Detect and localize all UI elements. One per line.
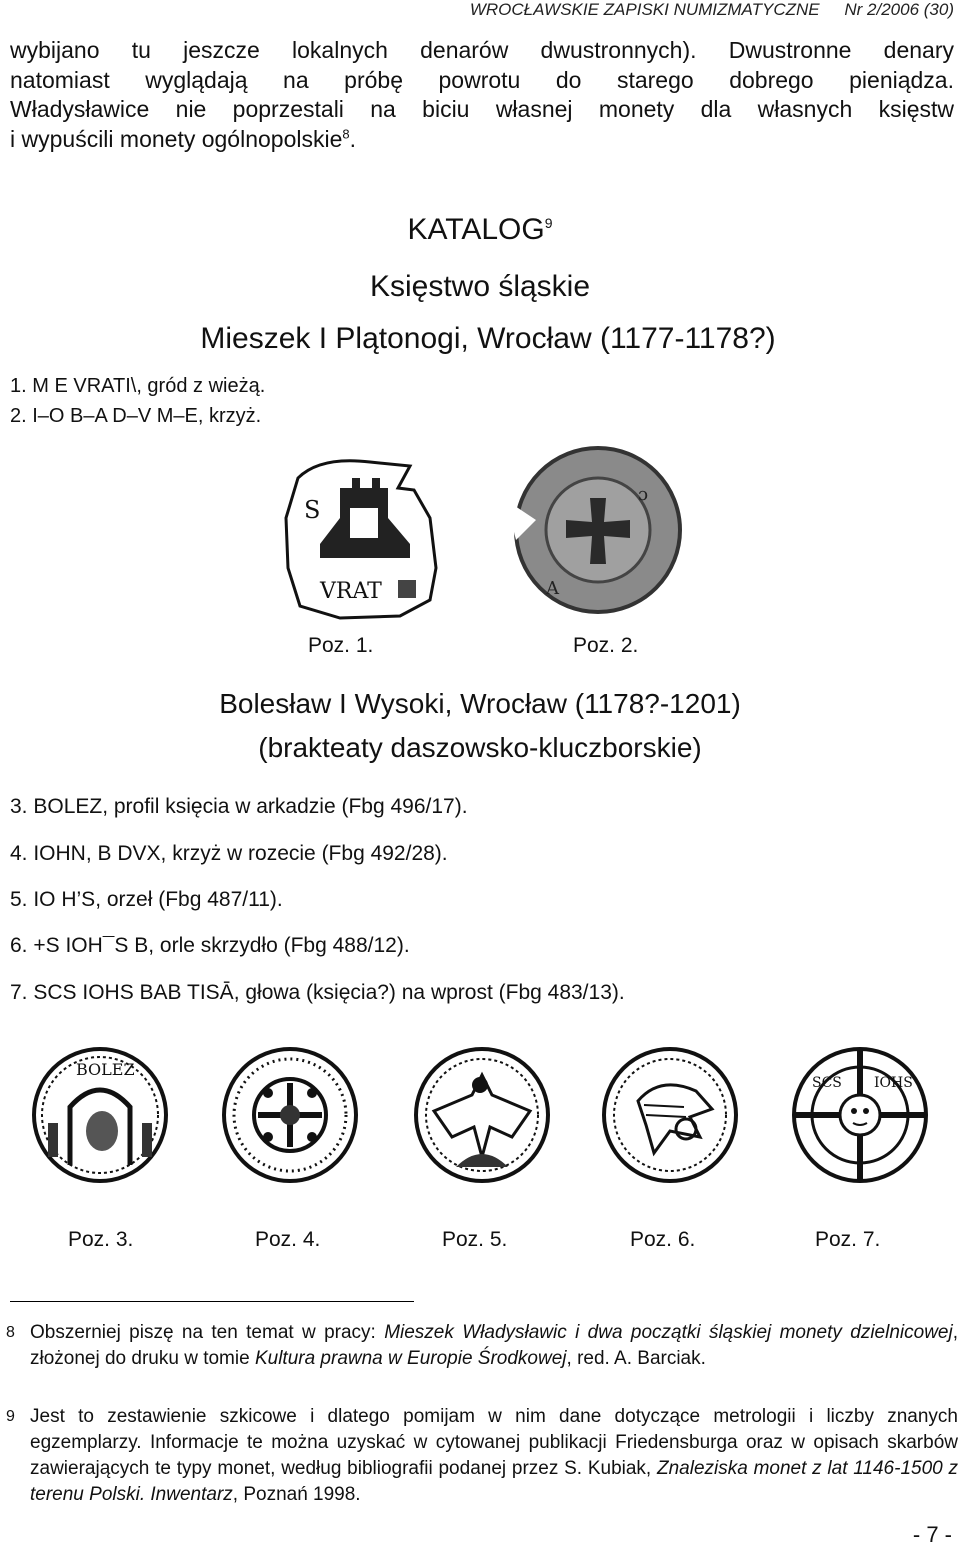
svg-text:S: S: [304, 496, 321, 524]
coin-image-poz-1: [280, 448, 450, 626]
svg-text:BOLEZ: BOLEZ: [76, 1060, 135, 1079]
intro-line: wybijano tu jeszcze lokalnych denarów dwustronnych). Dwustronne denary: [10, 37, 954, 63]
svg-text:IOHS: IOHS: [874, 1075, 913, 1091]
intro-line: Władysławice nie poprzestali na biciu własnej monety dla własnych księstw: [10, 96, 954, 122]
intro-line-last: i wypuścili monety ogólnopolskie$^8$.: [10, 125, 357, 152]
catalog-item-3: 3. BOLEZ, profil księcia w arkadzie (Fbg 496/17).: [10, 795, 468, 818]
page-number: - 7 -: [912, 1522, 952, 1547]
svg-text:SCS: SCS: [812, 1075, 842, 1091]
caption-poz-5: Poz. 5.: [442, 1228, 508, 1251]
running-header: [450, 0, 954, 20]
coin-image-poz-3: [30, 1045, 170, 1185]
coin-image-poz-2: [506, 440, 688, 620]
catalog-item-1: 1. M E VRATI\, gród z wieżą.: [10, 375, 266, 397]
caption-poz-1: Poz. 1.: [308, 634, 374, 657]
intro-line: natomiast wyglądają na próbę powrotu do starego dobrego pieniądza.: [10, 66, 954, 93]
caption-poz-7: Poz. 7.: [815, 1228, 881, 1251]
caption-poz-2: Poz. 2.: [573, 634, 639, 657]
footnote-body: Obszerniej piszę na ten temat w pracy: Mieszek Władysławic i dwa początki śląskiej monety dzielnicowej, złożonej do druku w tomie Kultura prawna w Europie Środkowej, red. A. Barciak.: [30, 1322, 958, 1369]
ruler-subheading-2: (brakteaty daszowsko-kluczborskie): [258, 732, 702, 763]
intro-paragraph: [10, 36, 954, 154]
coin-image-poz-7: [790, 1045, 930, 1185]
footnote-ref-8[interactable]: 8: [342, 125, 350, 141]
footnote-number: 8: [6, 1324, 15, 1341]
caption-poz-3: Poz. 3.: [68, 1228, 134, 1251]
issue-number: Nr 2/2006 (30): [844, 0, 954, 19]
journal-title: WROCŁAWSKIE ZAPISKI NUMIZMATYCZNE: [469, 0, 820, 19]
svg-text:ɔ: ɔ: [638, 484, 649, 505]
footnote-ref-9[interactable]: 9: [544, 215, 553, 231]
footnote-number: 9: [6, 1408, 15, 1425]
footnote-separator: [10, 1301, 414, 1302]
coin-image-poz-6: [600, 1045, 740, 1185]
ruler-heading-2: Bolesław I Wysoki, Wrocław (1178?-1201): [219, 688, 741, 719]
caption-poz-4: Poz. 4.: [255, 1228, 321, 1251]
catalog-title: KATALOG$^9$: [407, 213, 553, 246]
catalog-item-6: 6. +S IOH¯S B, orle skrzydło (Fbg 488/12).: [10, 934, 410, 957]
duchy-heading: Księstwo śląskie: [369, 270, 591, 303]
svg-text:A: A: [546, 578, 559, 599]
coin-legend: VRAT: [320, 579, 382, 604]
ruler-heading-1: Mieszek I Plątonogi, Wrocław (1177-1178?): [200, 322, 776, 355]
catalog-item-5: 5. IO H’S, orzeł (Fbg 487/11).: [10, 888, 283, 911]
coin-image-poz-5: [412, 1045, 552, 1185]
coin-image-poz-4: [220, 1045, 360, 1185]
catalog-item-7: 7. SCS IOHS BAB TISĀ, głowa (księcia?) na wprost (Fbg 483/13).: [10, 981, 625, 1004]
caption-poz-6: Poz. 6.: [630, 1228, 696, 1251]
catalog-item-2: 2. I–O B–A D–V M–E, krzyż.: [10, 405, 262, 427]
footnote-body: Jest to zestawienie szkicowe i dlatego pomijam w nim dane dotyczące metrologii i liczby znanych egzemplarzy. Informacje te można uzyskać w cytowanej publikacji Friedensburga oraz w opisach skarbów zawierających te typy monet, według bibliografii podanej przez S. Kubiak, Znaleziska monet z lat 1146-1500 z terenu Polski. Inwentarz, Poznań 1998.: [30, 1406, 958, 1505]
catalog-item-4: 4. IOHN, B DVX, krzyż w rozecie (Fbg 492/28).: [10, 842, 448, 865]
